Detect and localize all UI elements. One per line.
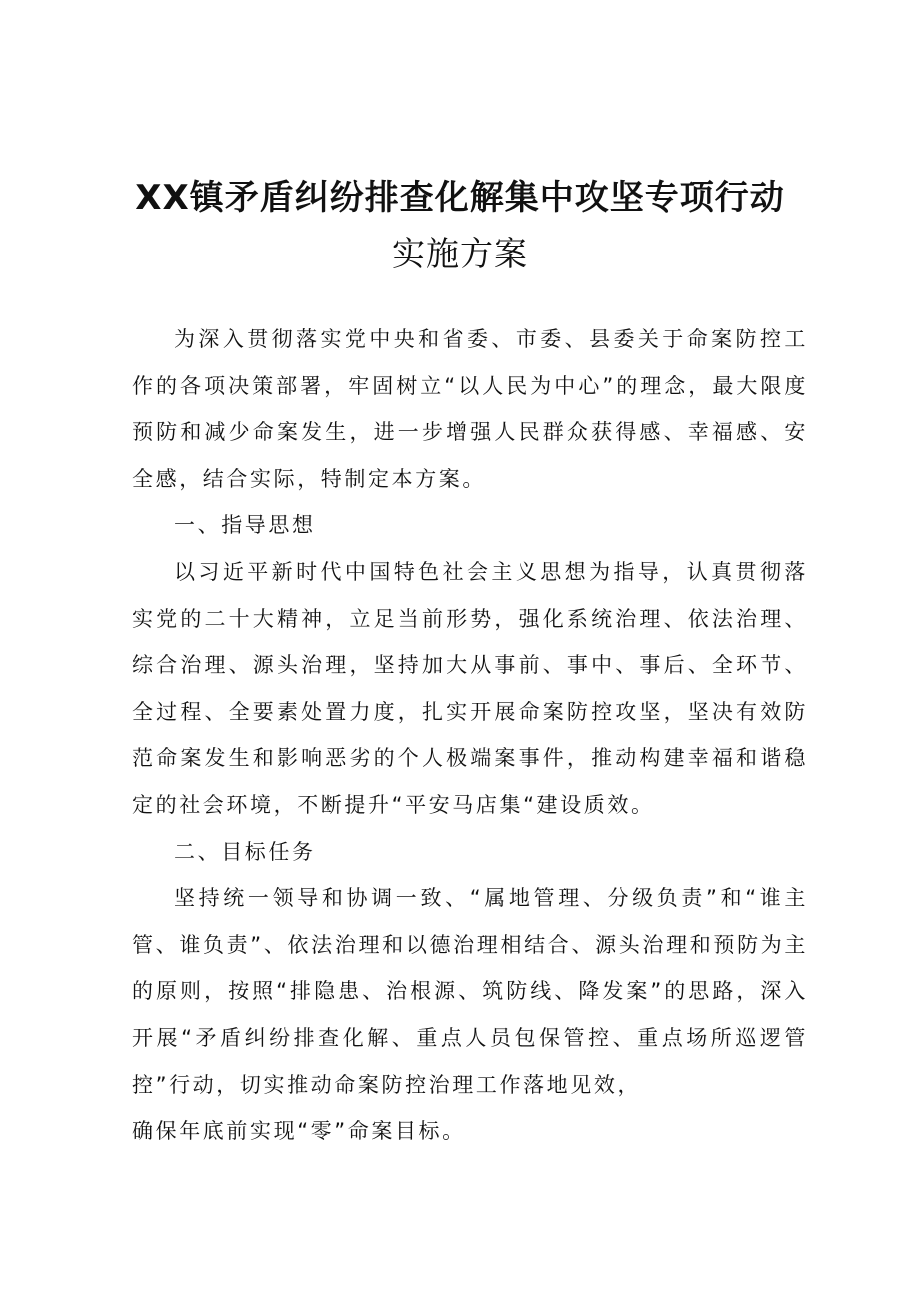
document-title-line1: XX镇矛盾纠纷排查化解集中攻坚专项行动 xyxy=(135,178,785,218)
section-body-guiding-ideology: 以习近平新时代中国特色社会主义思想为指导，认真贯彻落实党的二十大精神，立足当前形势，强化系统治理、依法治理、综合治理、源头治理，坚持加大从事前、事中、事后、全环节、全过程、全要素处置力度，扎实开展命案防控攻坚，坚决有效防范命案发生和影响恶劣的个人极端案事件，推动构建幸福和谐稳定的社会环境，不断提升“平安马店集“建设质效。 xyxy=(132,559,808,817)
document-body xyxy=(132,316,808,1155)
section-body-goals: 坚持统一领导和协调一致、“属地管理、分级负责”和“谁主管、谁负责”、依法治理和以德治理相结合、源头治理和预防为主的原则，按照“排隐患、治根源、筑防线、降发案”的思路，深入开展“矛盾纠纷排查化解、重点人员包保管控、重点场所巡逻管控”行动，切实推动命案防控治理工作落地见效， xyxy=(132,886,808,1097)
section-body-goals-tail: 确保年底前实现“零”命案目标。 xyxy=(132,1119,466,1144)
document-title-line2: 实施方案 xyxy=(392,234,528,273)
intro-paragraph: 为深入贯彻落实党中央和省委、市委、县委关于命案防控工作的各项决策部署，牢固树立“以人民为中心”的理念，最大限度预防和减少命案发生，进一步增强人民群众获得感、幸福感、安全感，结合实际，特制定本方案。 xyxy=(132,327,808,491)
section-heading-guiding-ideology: 一、指导思想 xyxy=(174,513,316,538)
section-heading-goals: 二、目标任务 xyxy=(174,839,316,864)
